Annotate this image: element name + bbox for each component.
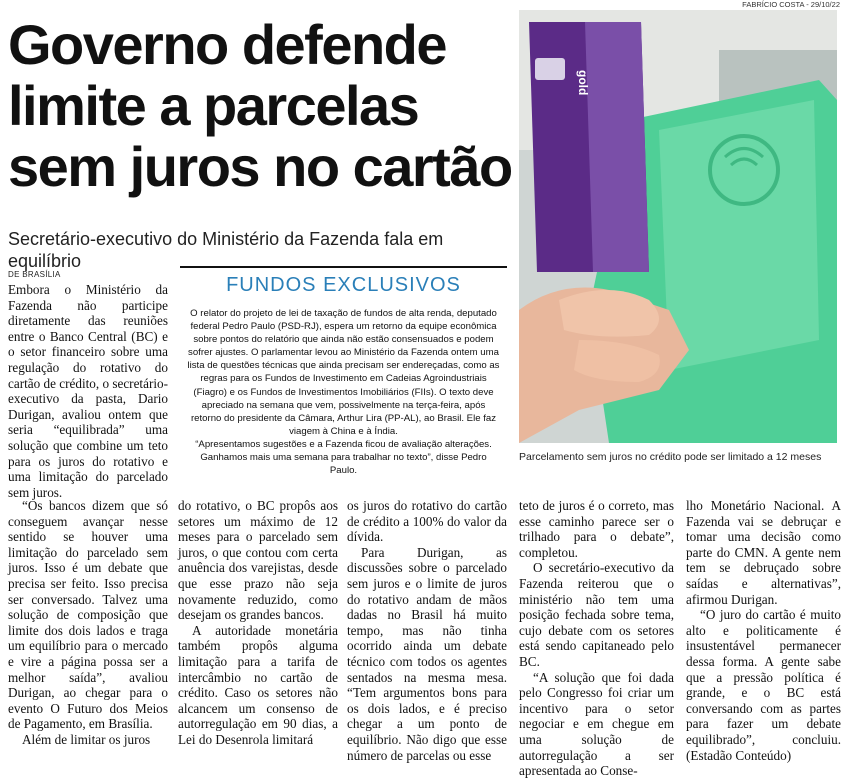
dateline: DE BRASÍLIA [8, 270, 61, 279]
paragraph: “A solução que foi dada pelo Congresso foi criar um incentivo para o setor negociar e em chegue em uma solução de autorregulação a ser apresentada ao Conse- [519, 669, 674, 779]
paragraph: lho Monetário Nacional. A Fazenda vai se debruçar e tomar uma decisão como parte do CMN. A gente nem tem se debruçado sobre saídas e alternativas”, afirmou Durigan. [686, 498, 841, 607]
paragraph: os juros do rotativo do cartão de crédito a 100% do valor da dívida. [347, 498, 507, 545]
paragraph: Embora o Ministério da Fazenda não participe diretamente das reuniões entre o Banco Central (BC) e o setor financeiro sobre uma regulação do rotativo do cartão de crédito, o secretário-executivo da pasta, Dario Durigan, avaliou ontem que seria “equilibrada” uma solução que combine um teto para os juros do rotativo e uma limitação do parcelado sem juros. [8, 282, 168, 500]
paragraph: do rotativo, o BC propôs aos setores um máximo de 12 meses para o parcelado sem juros, o que contou com certa anuência dos varejistas, desde que esse prazo não seja novamente reduzido, como desejam os grandes bancos. [178, 498, 338, 623]
headline-line-1: Governo defende [8, 13, 447, 76]
article-column-1-bottom [8, 498, 168, 748]
article-column-1-top [8, 282, 168, 500]
article-column-4 [519, 498, 674, 779]
article-column-3 [347, 498, 507, 763]
headline-line-2: limite a parcelas [8, 74, 419, 137]
headline-line-3: sem juros no cartão [8, 135, 512, 198]
sidebar-title: FUNDOS EXCLUSIVOS [226, 274, 461, 296]
article-photo [519, 10, 837, 443]
paragraph: teto de juros é o correto, mas esse caminho parece ser o trilhado para o debate”, completou. [519, 498, 674, 560]
sidebar-text [180, 307, 507, 477]
photo-credit: FABRÍCIO COSTA - 29/10/22 [742, 0, 840, 9]
sidebar-quote: “Apresentamos sugestões e a Fazenda ficou de avaliação alterações. Ganhamos mais uma semana para trabalhar no texto”, disse Pedro Paulo. [195, 438, 492, 477]
paragraph: Para Durigan, as discussões sobre o parcelado sem juros e o limite de juros do rotativo andam de mãos dadas no Brasil há muito tempo, mas não tinha ocorrido ainda um debate técnico com todos os agentes sentados na mesma mesa. “Tem argumentos bons para os dois lados, e é preciso chegar a um ponto de equilíbrio. Não digo que esse número de parcelas ou esse [347, 544, 507, 763]
article-column-5 [686, 498, 841, 763]
paragraph: “O juro do cartão é muito alto e politicamente é insustentável permanecer dessa forma. A gente sabe que a pressão política é grande, e o BC está conversando com as partes para fazer um debate equilibrado”, concluiu. (Estadão Conteúdo) [686, 607, 841, 763]
paragraph: O secretário-executivo da Fazenda reiterou que o ministério não tem uma posição fechada sobre tema, cujo debate com os setores está sendo capitaneado pelo BC. [519, 560, 674, 669]
article-column-2 [178, 498, 338, 748]
subheadline: Secretário-executivo do Ministério da Fazenda fala em equilíbrio [8, 229, 444, 271]
sidebar-box [180, 266, 507, 477]
paragraph: “Os bancos dizem que só conseguem avançar nesse sentido se houver uma limitação do parcelado sem juros. Isso é um debate que precisa ser feito. Isso precisa ser conversado. Talvez uma solução de composição que limite dos dois lados e traga um equilíbrio para o mercado e vire a página possa ser a melhor saída”, avaliou Durigan, ao chegar para o evento O Futuro dos Meios de Pagamento, em Brasília. [8, 498, 168, 732]
headline [8, 14, 513, 197]
paragraph: Além de limitar os juros [22, 731, 151, 747]
photo-caption: Parcelamento sem juros no crédito pode ser limitado a 12 meses [519, 451, 822, 463]
paragraph: A autoridade monetária também propôs alguma limitação para a tarifa de intercâmbio no cartão de crédito. Caso os setores não alcancem um consenso de autorregulação em 90 dias, a Lei do Desenrola limitará [178, 622, 338, 747]
sidebar-paragraph: O relator do projeto de lei de taxação de fundos de alta renda, deputado federal Pedro Paulo (PSD-RJ), espera um retorno da equipe econômica sobre pontos do relatório que ainda não estão consensuados e podem sofrer ajustes. O parlamentar levou ao Ministério da Fazenda ontem uma lista de questões técnicas que ainda precisam ser endereçadas, como as regras para os Fundos de Investimento em Cadeias Agroindustriais (Fiagro) e os Fundos de Investimentos Imobiliários (FIIs). O texto deve apreciado na semana que vem, possivelmente na terça-feira, após retorno do presidente da Câmara, Arthur Lira (PP-AL), ao Brasil. Ele faz viagem à China e à Índia. [187, 308, 500, 437]
svg-text:gold: gold [576, 70, 590, 96]
